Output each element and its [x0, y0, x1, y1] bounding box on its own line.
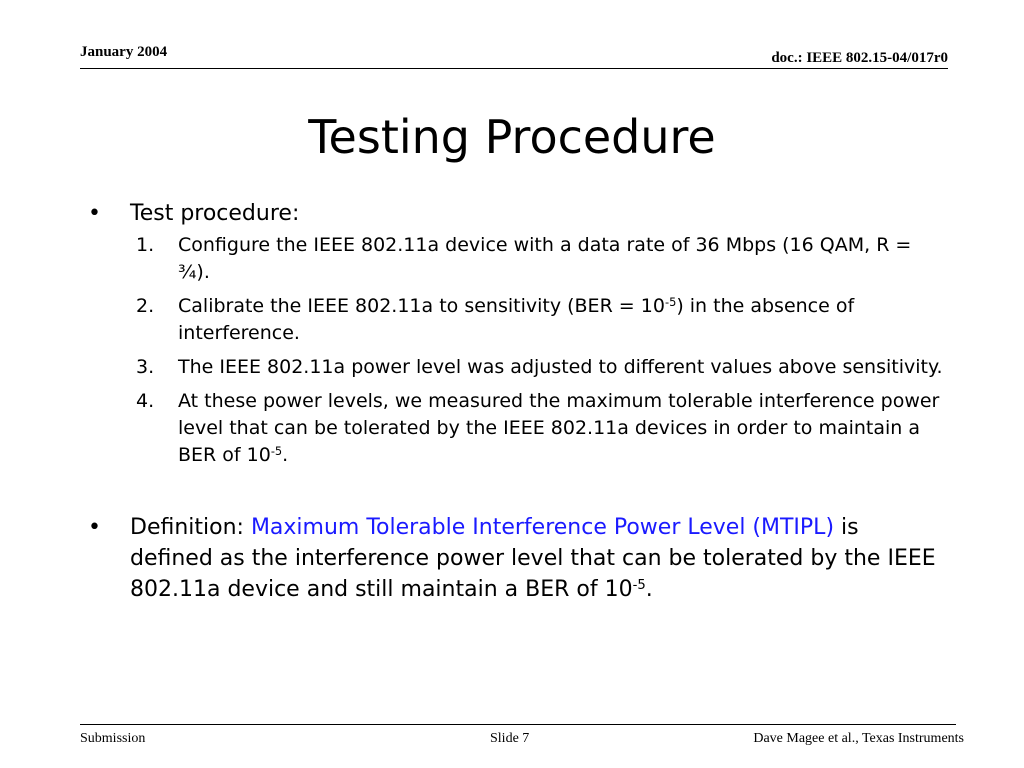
step-number: 2. [136, 295, 155, 317]
footer-rule [80, 724, 956, 725]
step-text: Configure the IEEE 802.11a device with a data rate of 36 Mbps (16 QAM, R = ¾). [178, 234, 912, 283]
list-item [136, 232, 948, 286]
footer-slide-number: Slide 7 [490, 731, 530, 746]
step-text: At these power levels, we measured the maximum tolerable interference power level that can be tolerated by the IEEE 802.11a devices in order to maintain a BER of 10 [178, 390, 940, 466]
exponent: -5 [270, 443, 283, 458]
list-item [136, 293, 948, 347]
exponent: -5 [664, 294, 677, 309]
definition-tail: . [645, 577, 653, 602]
step-number: 1. [136, 234, 155, 256]
step-text: Calibrate the IEEE 802.11a to sensitivity (BER = 10 [178, 295, 665, 317]
step-number: 4. [136, 390, 155, 412]
step-text-tail: . [282, 444, 289, 466]
definition-prefix: Definition: [130, 515, 251, 540]
step-text-tail: ) in the absence of interference. [178, 295, 855, 344]
header-date: January 2004 [80, 44, 168, 60]
bullet-text: Test procedure: [130, 201, 300, 226]
bullet-marker: • [88, 515, 101, 540]
definition-term: Maximum Tolerable Interference Power Level (MTIPL) [250, 515, 835, 540]
list-item [136, 388, 948, 469]
bullet-marker: • [88, 201, 101, 226]
slide-title: Testing Procedure [308, 110, 716, 164]
footer-author: Dave Magee et al., Texas Instruments [753, 731, 964, 746]
header-rule [80, 68, 948, 69]
procedure-steps [136, 232, 948, 469]
bullet-test-procedure [88, 198, 948, 229]
slide-body [88, 198, 948, 605]
footer-submission: Submission [80, 731, 146, 746]
header-doc-id: doc.: IEEE 802.15-04/017r0 [771, 50, 948, 66]
step-text: The IEEE 802.11a power level was adjusted to different values above sensitivity. [178, 356, 943, 378]
bullet-definition [88, 512, 948, 605]
definition-text: is defined as the interference power level that can be tolerated by the IEEE 802.11a device and still maintain a BER of 10 [130, 515, 936, 602]
exponent: -5 [632, 577, 646, 593]
step-number: 3. [136, 356, 155, 378]
list-item [136, 354, 948, 381]
spacer [88, 476, 948, 512]
